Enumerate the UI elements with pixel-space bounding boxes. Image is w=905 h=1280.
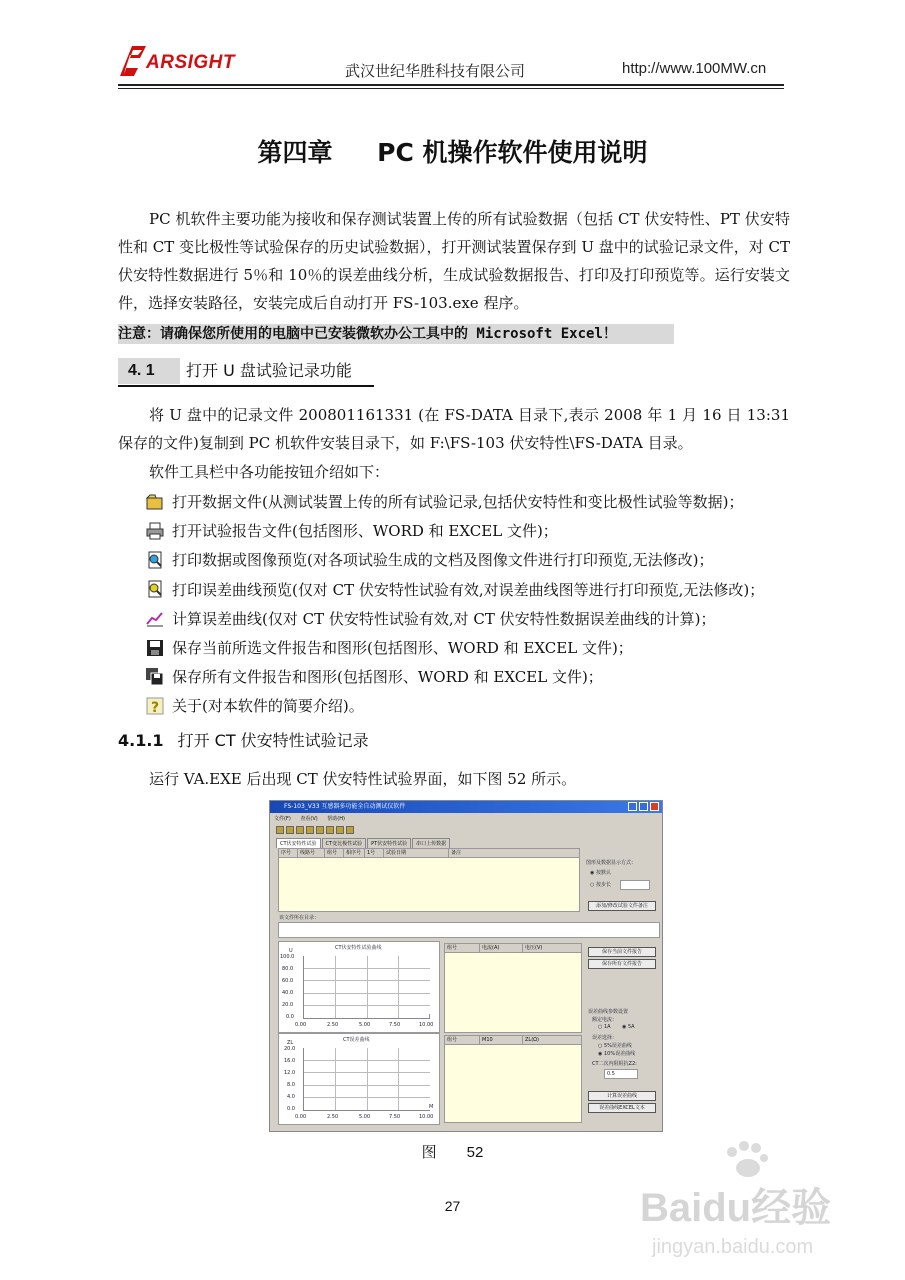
va-data-table-header — [445, 944, 581, 953]
svg-text:?: ? — [151, 699, 160, 715]
col-header: 序号 — [279, 849, 298, 857]
calc-curve-button[interactable]: 计算误差曲线 — [588, 1091, 656, 1101]
caption-label: 图 — [421, 1143, 437, 1161]
section-4-1-para2-text: 软件工具栏中各功能按钮介绍如下： — [149, 463, 390, 481]
y-tick: 8.0 — [287, 1082, 295, 1088]
y-tick: 60.0 — [282, 978, 294, 984]
page-number: 27 — [444, 1198, 461, 1214]
list-item — [146, 487, 806, 516]
chapter-title — [0, 133, 905, 169]
err-select-label: 误差选择： — [592, 1035, 618, 1041]
printer-icon — [146, 522, 164, 540]
y-tick: 40.0 — [282, 990, 294, 996]
calc-curve-icon[interactable] — [316, 826, 324, 834]
radio-err5-label: 5%误差曲线 — [603, 1043, 632, 1049]
radio-default[interactable]: ◉ 按默认 — [590, 870, 611, 876]
menu-help[interactable]: 帮助(H) — [327, 816, 345, 822]
col-header: 1号 — [365, 849, 384, 857]
col-header: 试验日期 — [384, 849, 449, 857]
x-tick: 2.50 — [327, 1022, 339, 1028]
section-4-1-para1-text: 将 U 盘中的记录文件 200801161331 (在 FS-DATA 目录下,表示 2008 年 1 月 16 日 13:31 保存的文件)复制到 PC 机软件安装目录下，如 F:\FS-103 伏安特性\FS-DATA 目录。 — [118, 406, 790, 452]
x-tick: 7.50 — [389, 1114, 401, 1120]
radio-err10-label: 10%误差曲线 — [603, 1051, 636, 1057]
tab-serial[interactable]: 串口上传数据 — [412, 838, 450, 848]
menu-file[interactable]: 文件(F) — [274, 816, 291, 822]
minimize-button[interactable] — [628, 802, 637, 811]
baidu-watermark — [640, 1140, 880, 1280]
section-4-1-para2 — [118, 458, 790, 486]
intro-text: PC 机软件主要功能为接收和保存测试装置上传的所有试验数据（包括 CT 伏安特性、PT 伏安特性和 CT 变比极性等试验保存的历史试验数据），打开测试装置保存到 U 盘中的试验记录文件，对 CT 伏安特性数据进行 5％和 10％的误差曲线分析，生成试验数据报告、打印及打印预览等。运行安装文件，选择安装路径，安装完成后自动打开 FS-103.exe 程序。 — [118, 210, 790, 312]
section-underline — [118, 385, 374, 387]
save-icon[interactable] — [326, 826, 334, 834]
x-tick: 5.00 — [359, 1022, 371, 1028]
tool-desc: 打印数据或图像预览(对各项试验生成的文档及图像文件进行打印预览,无法修改)； — [172, 551, 714, 570]
ct-resist-label: CT二次内阻阻抗Z2: — [592, 1061, 637, 1067]
radio-1a-label: 1A — [603, 1024, 611, 1030]
menu-view[interactable]: 查看(V) — [300, 816, 318, 822]
header-url[interactable]: http://www.100MW.cn — [622, 60, 767, 77]
err-params-label: 误差曲线参数设置 — [588, 1009, 629, 1015]
x-tick: 7.50 — [389, 1022, 401, 1028]
y-axis-label: U — [289, 948, 293, 954]
y-tick: 4.0 — [287, 1094, 295, 1100]
list-item — [146, 604, 806, 633]
print-preview-icon[interactable] — [296, 826, 304, 834]
save-all-reports-button[interactable]: 保存所有文件报告 — [588, 959, 656, 969]
y-tick: 0.0 — [287, 1106, 295, 1112]
col-header: M10 — [480, 1036, 523, 1044]
chart-title: CT伏安特性试验曲线 — [335, 945, 382, 951]
x-tick: 10.00 — [419, 1114, 434, 1120]
printer-icon[interactable] — [286, 826, 294, 834]
caption-number: 52 — [466, 1144, 484, 1161]
col-header: ZL(Ω) — [525, 1037, 539, 1043]
col-header: 组号 — [445, 1036, 480, 1044]
step-input[interactable] — [620, 880, 650, 890]
dir-label: 该文件所在目录： — [279, 915, 320, 921]
section-number: 4. 1 — [118, 358, 180, 384]
header-company: 武汉世纪华胜科技有限公司 — [345, 63, 526, 80]
open-folder-icon[interactable] — [276, 826, 284, 834]
open-folder-icon — [146, 493, 164, 511]
add-note-button[interactable]: 添加/修改试验文件备注 — [588, 901, 656, 911]
tool-desc: 打开试验报告文件(包括图形、WORD 和 EXCEL 文件)； — [172, 522, 558, 541]
va-data-table[interactable] — [444, 943, 582, 1033]
paw-icon — [722, 1140, 772, 1180]
help-icon — [146, 697, 164, 715]
radio-5a[interactable]: ◉ 5A — [622, 1024, 635, 1030]
print-preview-icon — [146, 551, 164, 569]
dir-field[interactable] — [278, 922, 660, 938]
header-rule-thin — [118, 88, 784, 89]
section-4-1-para1 — [118, 401, 790, 457]
header-rule — [118, 84, 784, 86]
col-header: 电压(V) — [525, 945, 543, 951]
help-icon[interactable] — [346, 826, 354, 834]
tab-ct-ratio[interactable]: CT变比极性试验 — [322, 838, 367, 848]
x-tick: 10.00 — [419, 1022, 434, 1028]
error-curve-chart — [278, 1033, 440, 1125]
va-curve-chart — [278, 941, 440, 1033]
records-table[interactable] — [278, 848, 580, 912]
window-titlebar: FS-103_V33 互感器多功能全自动测试仪软件 — [270, 801, 662, 813]
subsection-title: 打开 CT 伏安特性试验记录 — [177, 731, 369, 750]
watermark-brand: Baidu经验 — [640, 1186, 832, 1230]
rated-current-label: 额定电流： — [592, 1017, 618, 1023]
list-item — [146, 691, 806, 720]
x-tick: 0.00 — [295, 1114, 307, 1120]
chart-grid — [303, 1048, 430, 1111]
excel-note: 注意：请确保您所使用的电脑中已安装微软办公工具中的 Microsoft Excel！ — [118, 324, 674, 344]
ct-resist-input[interactable]: 0.5 — [604, 1069, 638, 1079]
col-header: 电流(A) — [480, 944, 523, 952]
x-axis-label: M — [429, 1104, 434, 1110]
radio-err10[interactable]: ◉ 10%误差曲线 — [598, 1051, 636, 1057]
x-axis-label: I — [429, 1014, 431, 1020]
col-header: 组号 — [325, 849, 344, 857]
save-all-icon[interactable] — [336, 826, 344, 834]
chapter-number: 第四章 — [257, 138, 333, 167]
logo-mark-icon — [118, 44, 148, 78]
tool-desc: 打开数据文件(从测试装置上传的所有试验记录,包括伏安特性和变比极性试验等数据)； — [172, 493, 744, 512]
tool-desc: 保存当前所选文件报告和图形(包括图形、WORD 和 EXCEL 文件)； — [172, 639, 633, 658]
toolbar-button-list — [146, 487, 806, 721]
radio-1a[interactable]: ○ 1A — [598, 1024, 611, 1030]
tool-desc: 打印误差曲线预览(仅对 CT 伏安特性试验有效,对误差曲线图等进行打印预览,无法修改)； — [172, 580, 765, 599]
tool-desc: 关于(对本软件的简要介绍)。 — [172, 697, 364, 716]
app-toolbar — [276, 826, 354, 836]
company-logo — [118, 44, 248, 80]
x-tick: 0.00 — [295, 1022, 307, 1028]
chapter-name: PC 机操作软件使用说明 — [377, 138, 648, 167]
list-item — [146, 662, 806, 691]
tab-ct-va[interactable]: CT伏安特性试验 — [276, 838, 321, 848]
calc-curve-icon — [146, 609, 164, 627]
section-4-1-1-text: 运行 VA.EXE 后出现 CT 伏安特性试验界面，如下图 52 所示。 — [149, 770, 577, 788]
col-header: 组号 — [445, 944, 480, 952]
display-mode-label: 图形及数据显示方式： — [586, 860, 637, 866]
tool-desc: 保存所有文件报告和图形(包括图形、WORD 和 EXCEL 文件)； — [172, 668, 603, 687]
y-tick: 16.0 — [284, 1058, 296, 1064]
tab-strip — [276, 838, 451, 848]
chart-grid — [303, 956, 430, 1019]
y-tick: 20.0 — [284, 1046, 296, 1052]
curve-preview-icon — [146, 580, 164, 598]
y-tick: 80.0 — [282, 966, 294, 972]
y-tick: 0.0 — [286, 1014, 294, 1020]
list-item — [146, 545, 806, 574]
records-table-header — [279, 849, 579, 858]
error-data-table-header — [445, 1036, 581, 1045]
logo-text: ARSIGHT — [146, 52, 235, 73]
watermark-url: jingyan.baidu.com — [652, 1236, 814, 1258]
close-button[interactable] — [650, 802, 659, 811]
list-item — [146, 516, 806, 545]
curve-preview-icon[interactable] — [306, 826, 314, 834]
list-item — [146, 633, 806, 662]
x-tick: 2.50 — [327, 1114, 339, 1120]
y-axis-label: ZL — [287, 1040, 294, 1046]
y-tick: 12.0 — [284, 1070, 296, 1076]
maximize-button[interactable] — [639, 802, 648, 811]
intro-paragraph — [118, 205, 790, 317]
col-header: 相序号 — [344, 849, 365, 857]
y-tick: 100.0 — [280, 954, 295, 960]
save-all-icon — [146, 668, 164, 686]
excel-export-button[interactable]: 误差曲线EXCEL文本 — [588, 1103, 656, 1113]
chart-title: CT误差曲线 — [343, 1037, 370, 1043]
radio-5a-label: 5A — [627, 1024, 635, 1030]
radio-default-label: 按默认 — [595, 870, 611, 876]
col-header: 备注 — [451, 850, 462, 856]
software-screenshot — [269, 800, 663, 1132]
radio-err5[interactable]: ○ 5%误差曲线 — [598, 1043, 632, 1049]
subsection-number: 4.1.1 — [118, 731, 164, 750]
radio-step[interactable]: ○ 按步长 — [590, 882, 611, 888]
y-tick: 20.0 — [282, 1002, 294, 1008]
section-title: 打开 U 盘试验记录功能 — [186, 361, 352, 380]
error-data-table[interactable] — [444, 1035, 582, 1123]
tool-desc: 计算误差曲线(仅对 CT 伏安特性试验有效,对 CT 伏安特性数据误差曲线的计算)； — [172, 609, 716, 628]
list-item — [146, 575, 806, 604]
save-current-report-button[interactable]: 保存当前文件报告 — [588, 947, 656, 957]
save-icon — [146, 639, 164, 657]
section-4-1-1-heading — [118, 728, 369, 751]
col-header: 线路号 — [298, 849, 325, 857]
x-tick: 5.00 — [359, 1114, 371, 1120]
section-4-1-1-para — [118, 765, 790, 793]
section-4-1-heading — [118, 358, 374, 386]
radio-step-label: 按步长 — [595, 882, 611, 888]
tab-pt-va[interactable]: PT伏安特性试验 — [367, 838, 411, 848]
menubar — [274, 815, 353, 823]
